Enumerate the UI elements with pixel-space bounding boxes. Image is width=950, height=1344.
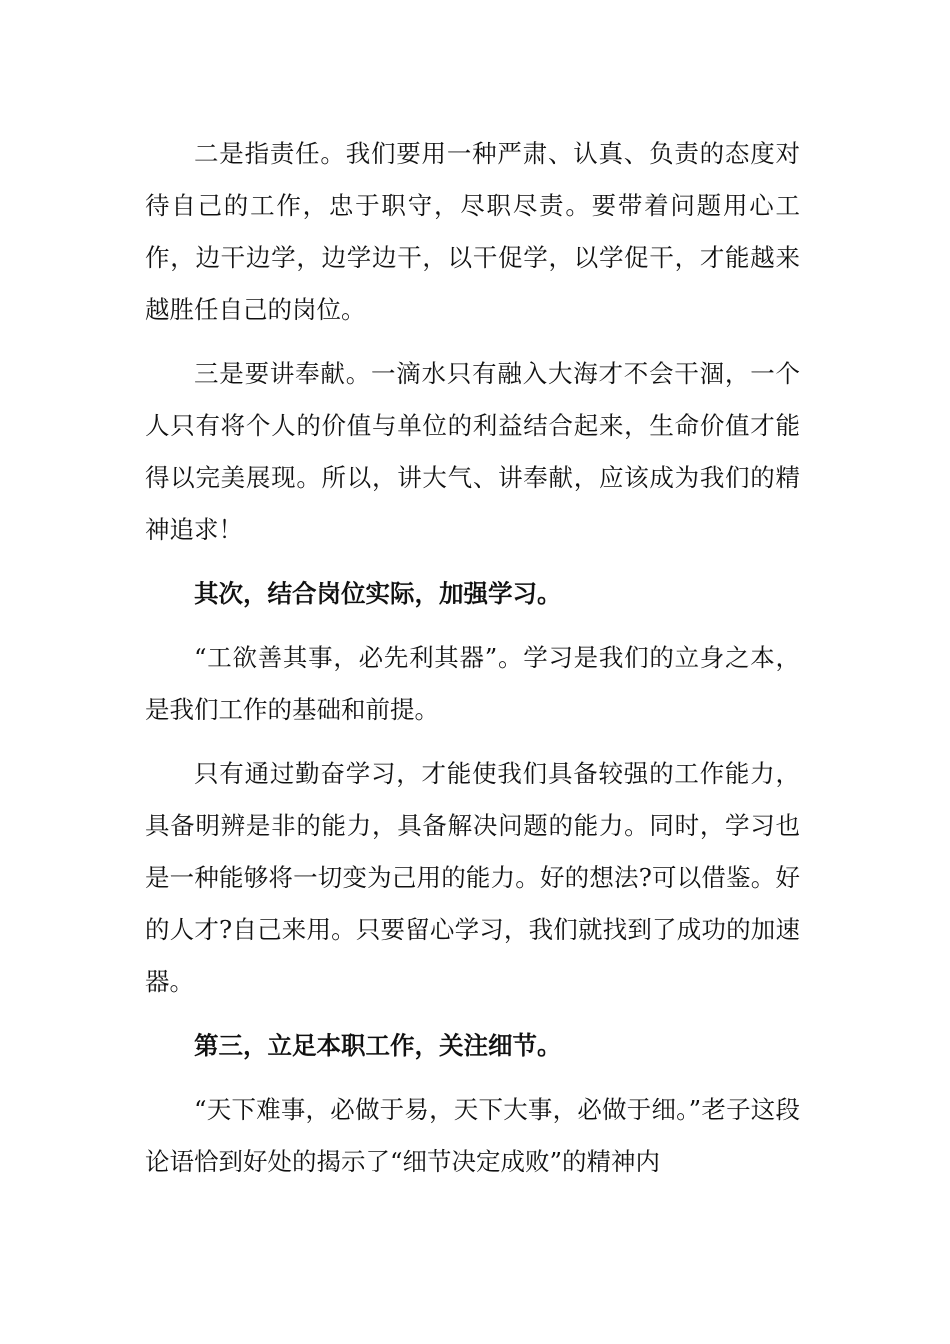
section-heading-details: 第三，立足本职工作，关注细节。	[194, 1031, 562, 1060]
paragraph-study-quote: “工欲善其事，必先利其器”。学习是我们的立身之本，是我们工作的基础和前提。	[145, 643, 800, 724]
document-body	[145, 128, 800, 1200]
paragraph-responsibility: 二是指责任。我们要用一种严肃、认真、负责的态度对待自己的工作，忠于职守，尽职尽责。要带着问题用心工作，边干边学，边学边干，以干促学，以学促干，才能越来越胜任自己的岗位。	[145, 139, 800, 324]
paragraph-details-quote: “天下难事，必做于易，天下大事，必做于细。”老子这段论语恰到好处的揭示了“细节决定成败”的精神内	[145, 1095, 800, 1176]
paragraph-study-ability: 只有通过勤奋学习，才能使我们具备较强的工作能力，具备明辨是非的能力，具备解决问题的能力。同时，学习也是一种能够将一切变为己用的能力。好的想法?可以借鉴。好的人才?自己来用。只要留心学习，我们就找到了成功的加速器。	[145, 759, 800, 996]
paragraph-dedication: 三是要讲奉献。一滴水只有融入大海才不会干涸，一个人只有将个人的价值与单位的利益结合起来，生命价值才能得以完美展现。所以，讲大气、讲奉献，应该成为我们的精神追求！	[145, 359, 800, 544]
section-heading-study: 其次，结合岗位实际，加强学习。	[194, 579, 562, 608]
